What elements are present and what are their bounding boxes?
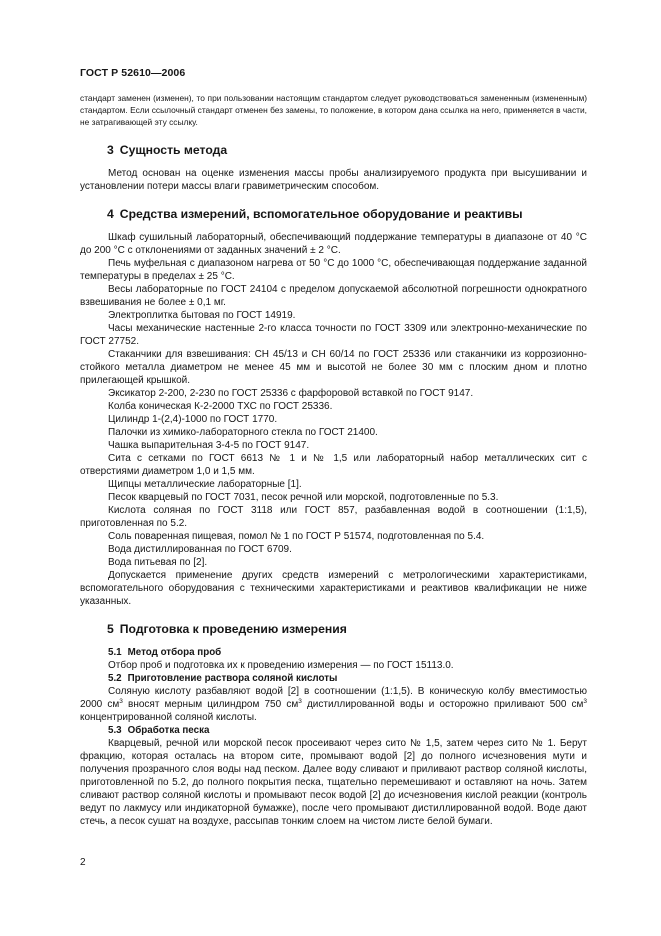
subsection-5-3-heading (80, 724, 587, 737)
equipment-item: Сита с сетками по ГОСТ 6613 № 1 и № 1,5 или лабораторный набор металлических сит с отверстиями диаметром 1,0 и 1,5 мм. (80, 452, 587, 477)
superscript-3: 3 (298, 697, 302, 705)
equipment-item: Часы механические настенные 2-го класса точности по ГОСТ 3309 или электронно-механические по ГОСТ 27752. (80, 322, 587, 347)
subsection-title: Метод отбора проб (127, 646, 222, 658)
section-number: 4 (107, 206, 114, 221)
subsection-5-1-heading (80, 646, 587, 659)
subsection-5-2-heading (80, 672, 587, 685)
equipment-item: Вода питьевая по [2]. (108, 556, 208, 568)
subsection-title: Обработка песка (127, 724, 210, 736)
equipment-item: Песок кварцевый по ГОСТ 7031, песок речной или морской, подготовленные по 5.3. (108, 491, 499, 503)
superscript-3: 3 (583, 697, 588, 705)
equipment-item: Шкаф сушильный лабораторный, обеспечивающий поддержание температуры в диапазоне от 40 °С до 200 °С с отклонениями от заданных значений ± 2 °С. (80, 231, 587, 256)
equipment-item: Цилиндр 1-(2,4)-1000 по ГОСТ 1770. (108, 413, 278, 425)
text-fragment: вносят мерным цилиндром 750 см (122, 698, 299, 710)
standard-header: ГОСТ Р 52610—2006 (80, 67, 186, 79)
section-4-heading (80, 206, 587, 222)
equipment-item: Чашка выпарительная 3-4-5 по ГОСТ 9147. (108, 439, 310, 451)
equipment-item: Электроплитка бытовая по ГОСТ 14919. (108, 309, 296, 321)
section-title: Сущность метода (119, 142, 228, 157)
subsection-number: 5.2 (108, 672, 122, 684)
equipment-item: Стаканчики для взвешивания: СН 45/13 и СН 60/14 по ГОСТ 25336 или стаканчики из коррозионно-стойкого металла диаметром не менее 45 мм и высотой не более 30 мм с плоским дном и плотно прилегающей крышкой. (80, 348, 587, 386)
document-body (80, 92, 587, 828)
text-fragment: дистиллированной воды и осторожно приливают 500 см (301, 698, 584, 710)
section-3-heading (80, 142, 587, 158)
subsection-5-1-paragraph: Отбор проб и подготовка их к проведению измерения — по ГОСТ 15113.0. (108, 659, 454, 671)
text-fragment: концентрированной соляной кислоты. (80, 711, 257, 723)
section-3-paragraph: Метод основан на оценке изменения массы пробы анализируемого продукта при высушивании и установлении потери массы влаги гравиметрическим способом. (80, 167, 587, 192)
equipment-item: Колба коническая К-2-2000 ТХС по ГОСТ 25336. (108, 400, 333, 412)
equipment-note: Допускается применение других средств измерений с метрологическими характеристиками, вспомогательного оборудования с техническими характеристиками и реактивов квалификации не ниже указанных. (80, 569, 587, 607)
equipment-item: Соль поваренная пищевая, помол № 1 по ГОСТ Р 51574, подготовленная по 5.4. (108, 530, 485, 542)
subsection-number: 5.1 (108, 646, 122, 658)
section-title: Подготовка к проведению измерения (119, 621, 347, 636)
subsection-5-2-paragraph (80, 685, 587, 724)
equipment-item: Весы лабораторные по ГОСТ 24104 с пределом допускаемой абсолютной погрешности однократного взвешивания не более ± 0,1 мг. (80, 283, 587, 308)
equipment-item: Палочки из химико-лабораторного стекла по ГОСТ 21400. (108, 426, 378, 438)
page-number: 2 (80, 857, 86, 868)
subsection-number: 5.3 (108, 724, 122, 736)
subsection-5-3-paragraph: Кварцевый, речной или морской песок просеивают через сито № 1,5, затем через сито № 1. Берут фракцию, которая осталась на втором сите, промывают водой [2] до полного исчезновения мути и получения прозрачного слоя воды над песком. Далее воду сливают и приливают раствор соляной кислоты, приготовленной по 5.2, до полного покрытия песка, тщательно перемешивают и оставляют на ночь. Затем сливают раствор соляной кислоты и промывают песок водой [2] до исчезновения кислой реакции (контроль ведут по лакмусу или индикаторной бумажке), после чего промывают дистиллированной водой. Воде дают стечь, а песок сушат на воздухе, рассыпав тонким слоем на чистом листе белой бумаги. (80, 737, 587, 827)
equipment-item: Кислота соляная по ГОСТ 3118 или ГОСТ 857, разбавленная водой в соотношении (1:1,5), приготовленная по 5.2. (80, 504, 587, 529)
equipment-item: Эксикатор 2-200, 2-230 по ГОСТ 25336 с фарфоровой вставкой по ГОСТ 9147. (108, 387, 474, 399)
text-fragment: Соляную кислоту разбавляют водой [2] в соотношении (1:1,5). В коническую колбу вместимостью 2000 см (80, 685, 587, 710)
intro-paragraph: стандарт заменен (изменен), то при пользовании настоящим стандартом следует руководствоваться замененным (измененным) стандартом. Если ссылочный стандарт отменен без замены, то положение, в котором дана ссылка на него, применяется в части, не затрагивающей эту ссылку. (80, 93, 587, 128)
subsection-title: Приготовление раствора соляной кислоты (127, 672, 338, 684)
equipment-item: Щипцы металлические лабораторные [1]. (108, 478, 302, 490)
superscript-3: 3 (119, 697, 123, 705)
equipment-item: Печь муфельная с диапазоном нагрева от 50 °С до 1000 °С, обеспечивающая поддержание заданной температуры в пределах ± 25 °С. (80, 257, 587, 282)
section-number: 3 (107, 142, 114, 157)
equipment-item: Вода дистиллированная по ГОСТ 6709. (108, 543, 292, 555)
section-5-heading (80, 621, 587, 637)
section-title: Средства измерений, вспомогательное оборудование и реактивы (119, 206, 523, 221)
section-number: 5 (107, 621, 114, 636)
